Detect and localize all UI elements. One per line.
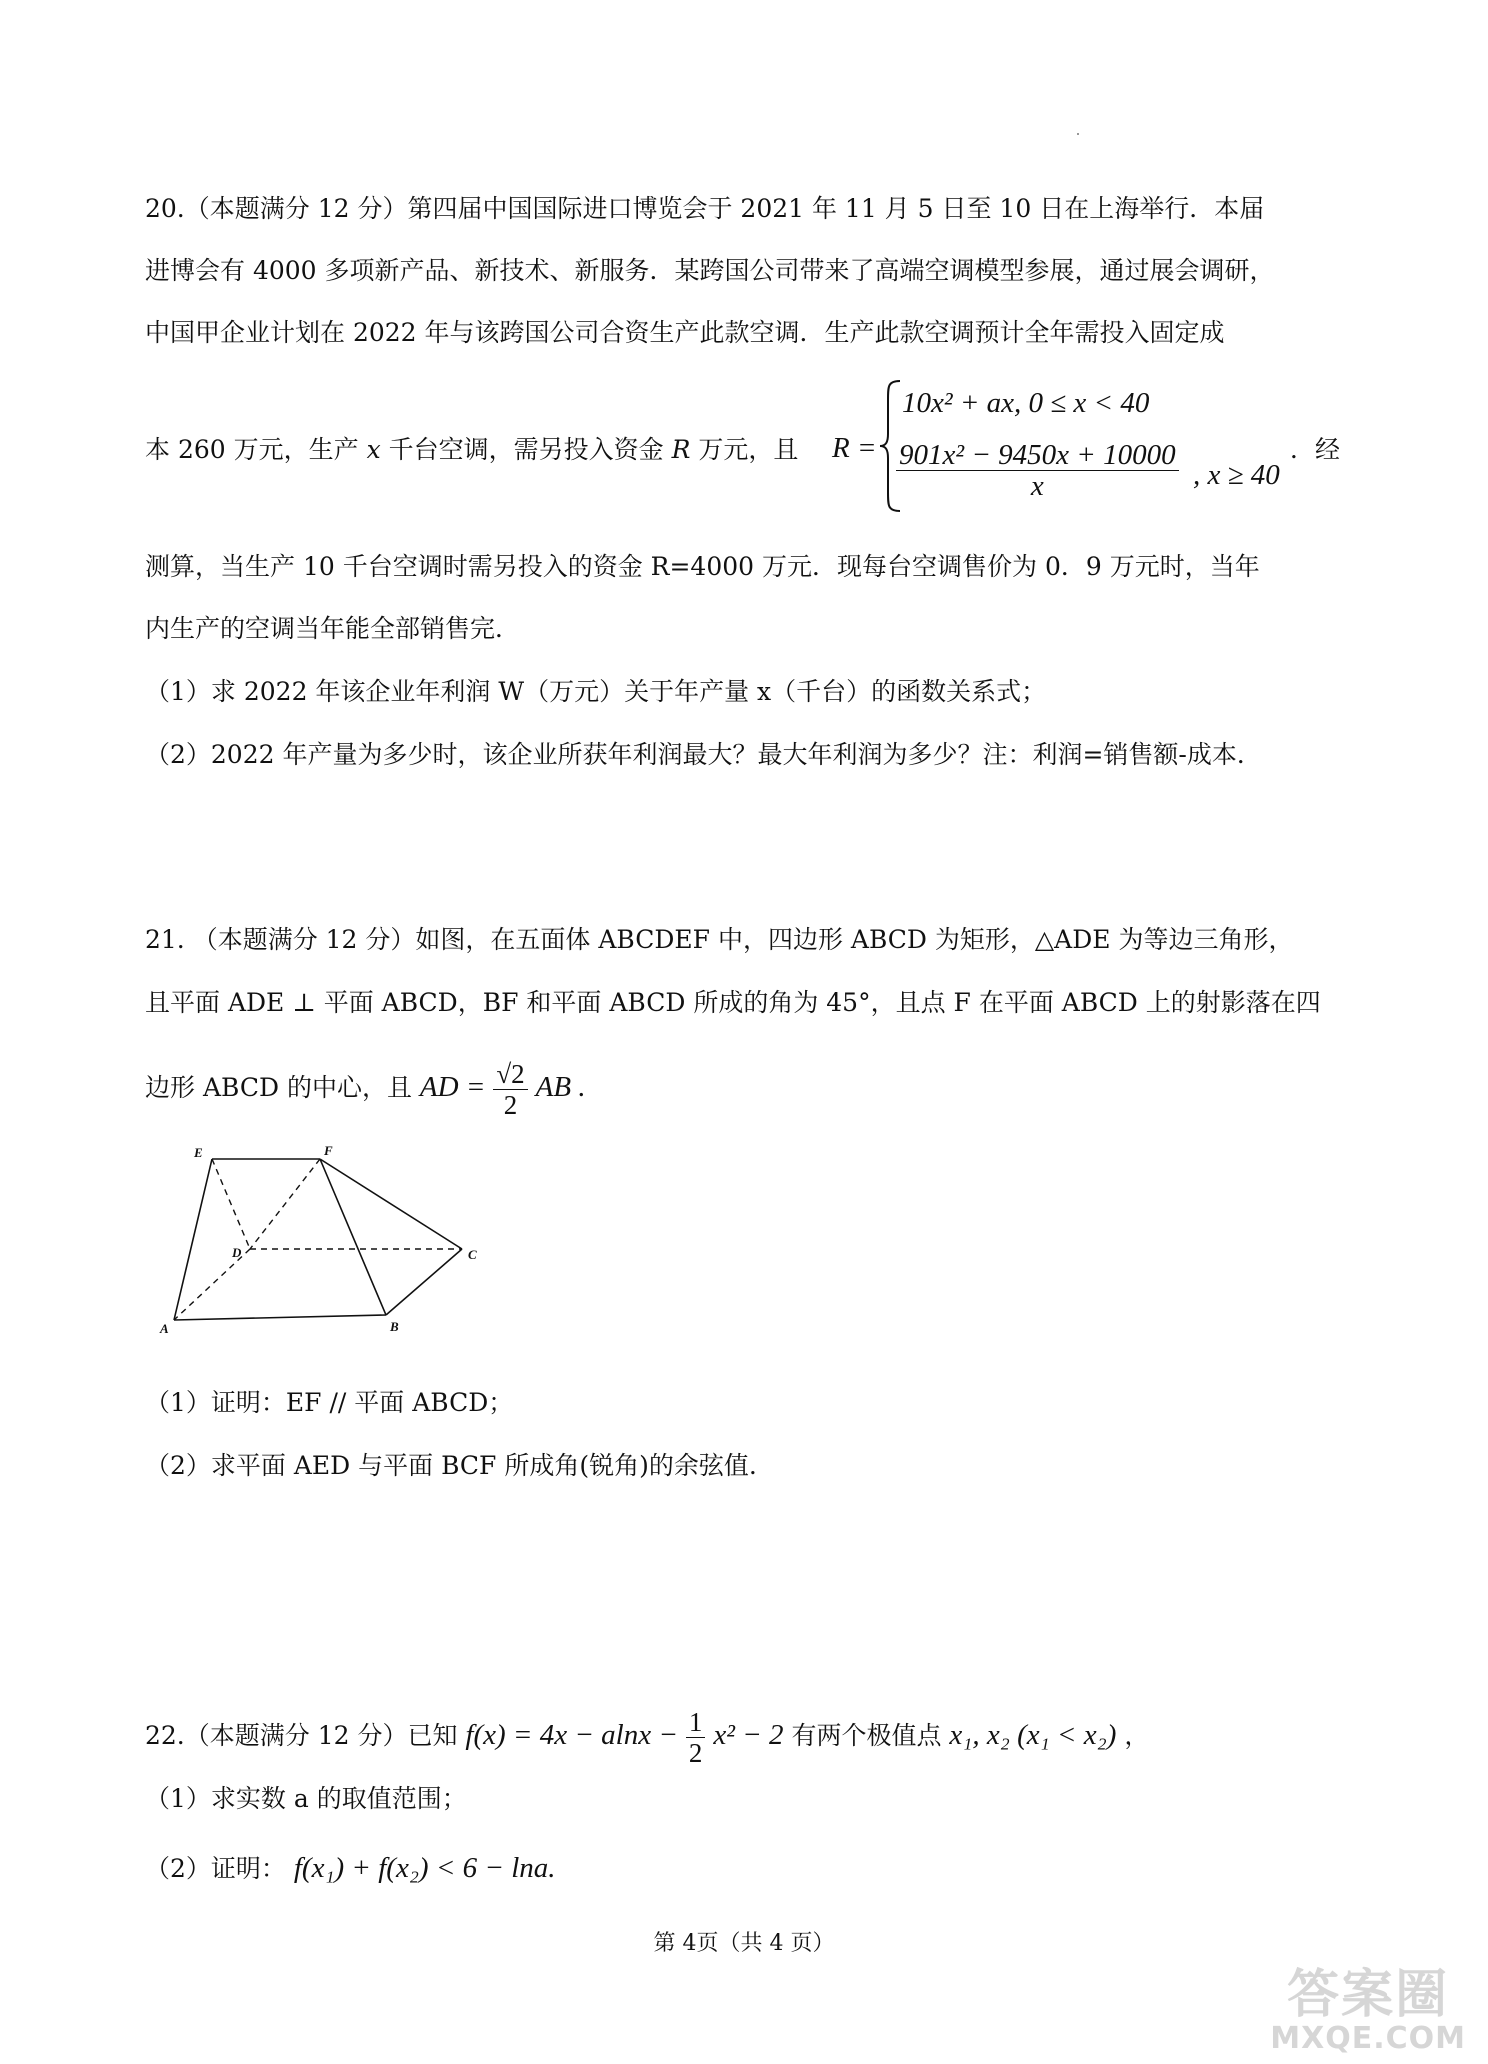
stray-dot bbox=[1077, 133, 1079, 135]
q22-function-tail: x² − 2 bbox=[713, 1719, 784, 1751]
q21-fraction bbox=[493, 1059, 527, 1120]
q21-sub1: （1）证明：EF // 平面 ABCD； bbox=[145, 1388, 514, 1417]
label-B: B bbox=[390, 1319, 399, 1334]
q21-line3-lhs: AD = bbox=[419, 1071, 486, 1103]
q21-line1: 21. （本题满分 12 分）如图，在五面体 ABCDEF 中，四边形 ABCD 为矩形，△ADE 为等边三角形， bbox=[145, 925, 1294, 954]
q20-case2-num: 901x² − 9450x + 10000 bbox=[896, 440, 1179, 471]
label-A: A bbox=[160, 1321, 169, 1335]
q22-sub2-pre: （2）证明： bbox=[145, 1854, 286, 1883]
q22-frac-num: 1 bbox=[686, 1707, 706, 1738]
q20-line4-pre: 本 260 万元，生产 bbox=[145, 435, 359, 464]
q21-line3-pre: 边形 ABCD 的中心，且 bbox=[145, 1073, 412, 1102]
q22-fraction bbox=[686, 1707, 706, 1768]
q20-case2-den: x bbox=[1030, 470, 1044, 502]
watermark-top: 答案圈 bbox=[1287, 1965, 1450, 2025]
watermark bbox=[1270, 1952, 1466, 2056]
q20-line4-end: ．经 bbox=[1290, 435, 1341, 464]
q20-line3: 中国甲企业计划在 2022 年与该跨国公司合资生产此款空调．生产此款空调预计全年需投入固定成 bbox=[145, 318, 1225, 347]
q20-case1: 10x² + ax, 0 ≤ x < 40 bbox=[902, 387, 1150, 419]
q22-line1-end: ， bbox=[1124, 1721, 1150, 1750]
q21-frac-num: √2 bbox=[493, 1059, 527, 1090]
q20-line6: 内生产的空调当年能全部销售完． bbox=[145, 614, 521, 643]
edge-EA bbox=[174, 1159, 212, 1320]
q22-line1-pre: 22.（本题满分 12 分）已知 bbox=[145, 1721, 458, 1750]
q22-extreme-points: x₁, x₂ (x₁ < x₂) bbox=[949, 1719, 1117, 1751]
q22-line1-mid: 有两个极值点 bbox=[791, 1721, 942, 1750]
watermark-bottom: MXQE.COM bbox=[1270, 2021, 1466, 2056]
q20-var-x: x bbox=[366, 435, 381, 464]
q20-sub2: （2）2022 年产量为多少时，该企业所获年利润最大？最大年利润为多少？注：利润=销售额-成本． bbox=[145, 740, 1262, 769]
q22-line1 bbox=[145, 1707, 1149, 1768]
q20-line4 bbox=[145, 433, 798, 467]
page-footer: 第 4页（共 4 页） bbox=[653, 1931, 835, 1956]
q21-line2: 且平面 ADE ⊥ 平面 ABCD，BF 和平面 ABCD 所成的角为 45°，且点 F 在平面 ABCD 上的射影落在四 bbox=[145, 988, 1321, 1017]
label-C: C bbox=[468, 1247, 477, 1262]
q21-sub2: （2）求平面 AED 与平面 BCF 所成角(锐角)的余弦值. bbox=[145, 1451, 757, 1480]
edge-FB bbox=[320, 1159, 386, 1315]
edge-FC bbox=[320, 1159, 462, 1249]
q22-sub2-expr: f(x₁) + f(x₂) < 6 − lna. bbox=[293, 1852, 556, 1884]
q20-case2-fraction bbox=[896, 440, 1179, 501]
q21-frac-den: 2 bbox=[503, 1090, 518, 1120]
q20-line2: 进博会有 4000 多项新产品、新技术、新服务．某跨国公司带来了高端空调模型参展，通过展会调研， bbox=[145, 256, 1275, 285]
q21-line3 bbox=[145, 1059, 586, 1120]
pentahedron-figure bbox=[150, 1135, 490, 1335]
q22-sub1: （1）求实数 a 的取值范围； bbox=[145, 1784, 467, 1813]
q21-line3-post: AB . bbox=[535, 1071, 586, 1103]
label-D: D bbox=[232, 1245, 242, 1260]
q20-line4-post: 万元，且 bbox=[698, 435, 799, 464]
q20-var-R: R bbox=[671, 435, 691, 464]
q20-line1: 20.（本题满分 12 分）第四届中国国际进口博览会于 2021 年 11 月 5 日至 10 日在上海举行．本届 bbox=[145, 194, 1265, 223]
edge-AB bbox=[174, 1315, 386, 1320]
q20-line5: 测算，当生产 10 千台空调时需另投入的资金 R=4000 万元．现每台空调售价为 0．9 万元时，当年 bbox=[145, 552, 1260, 581]
q20-sub1: （1）求 2022 年该企业年利润 W（万元）关于年产量 x（千台）的函数关系式； bbox=[145, 677, 1047, 706]
q22-function: f(x) = 4x − alnx − bbox=[465, 1719, 678, 1751]
q22-frac-den: 2 bbox=[688, 1738, 703, 1768]
q20-R-eq: R = bbox=[832, 432, 877, 464]
edge-BC bbox=[386, 1249, 462, 1315]
label-E: E bbox=[194, 1145, 203, 1160]
edge-ED-hidden bbox=[212, 1159, 250, 1249]
label-F: F bbox=[324, 1143, 333, 1158]
edge-FD-hidden bbox=[250, 1159, 320, 1249]
q22-sub2 bbox=[145, 1851, 556, 1886]
q20-case2-cond: , x ≥ 40 bbox=[1193, 459, 1280, 491]
q20-line4-mid: 千台空调，需另投入资金 bbox=[388, 435, 664, 464]
